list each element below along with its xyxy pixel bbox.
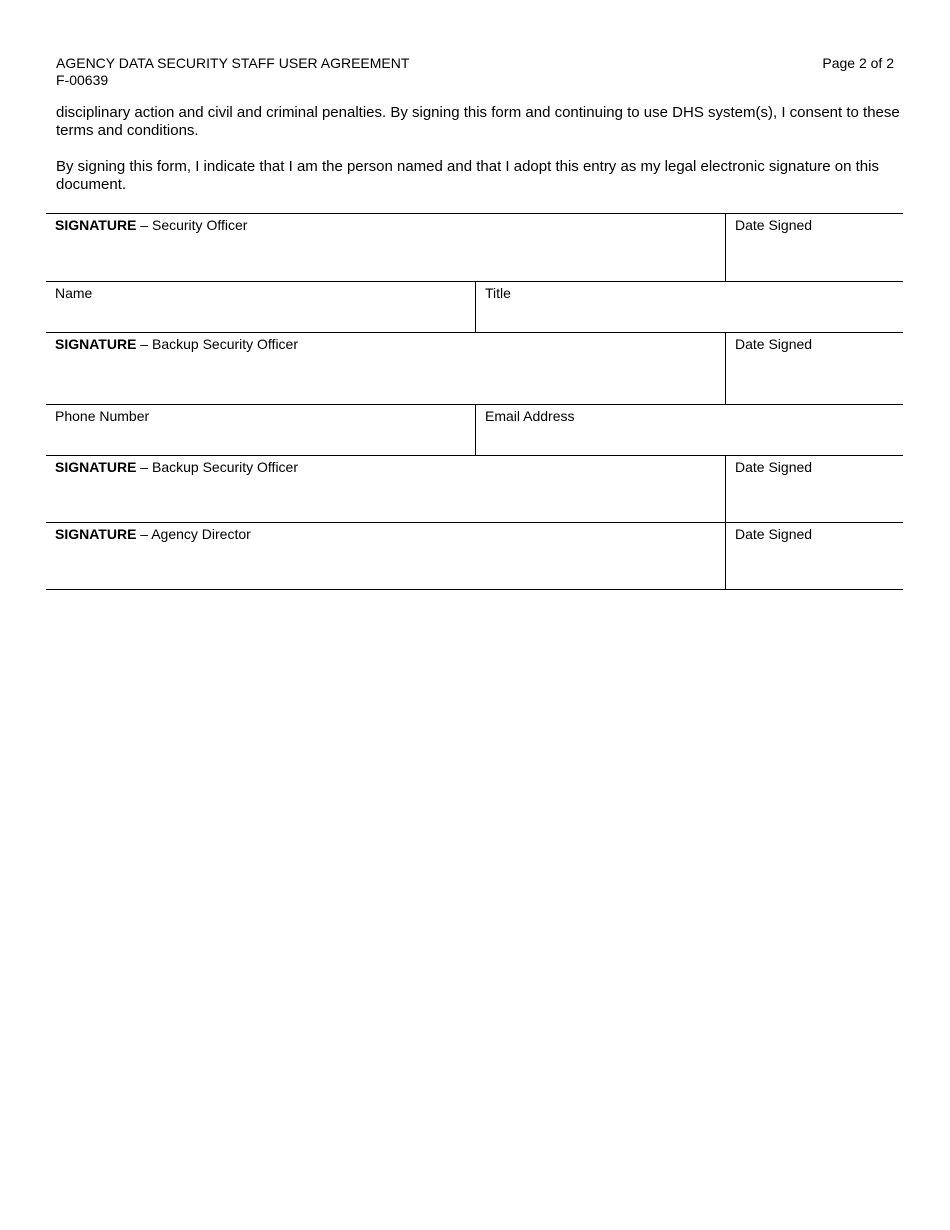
- phone-number-label: Phone Number: [55, 408, 150, 424]
- signature-row-backup-officer-1: [46, 332, 903, 404]
- signature-label: SIGNATURE: [55, 459, 137, 475]
- signature-row-security-officer: [46, 213, 903, 281]
- page-number: Page 2 of 2: [822, 55, 894, 71]
- form-number: F-00639: [56, 72, 109, 88]
- security-officer-date-field[interactable]: [725, 214, 903, 281]
- name-field[interactable]: [46, 282, 475, 332]
- backup-officer-1-date-field[interactable]: [725, 333, 903, 404]
- document-header: [56, 55, 409, 89]
- name-label: Name: [55, 285, 93, 301]
- email-address-field[interactable]: [475, 405, 903, 455]
- backup-officer-2-date-field[interactable]: [725, 456, 903, 522]
- email-address-label: Email Address: [485, 408, 575, 424]
- phone-number-field[interactable]: [46, 405, 475, 455]
- backup-officer-role-label: – Backup Security Officer: [136, 459, 299, 475]
- phone-email-row: [46, 404, 903, 455]
- document-title: AGENCY DATA SECURITY STAFF USER AGREEMENT: [56, 55, 410, 71]
- signature-form: [46, 213, 903, 590]
- title-field[interactable]: [475, 282, 903, 332]
- signature-paragraph: By signing this form, I indicate that I am the person named and that I adopt this entry as my legal electronic signature on this document.: [56, 158, 879, 193]
- name-title-row: [46, 281, 903, 332]
- agency-director-date-field[interactable]: [725, 523, 903, 589]
- title-label: Title: [485, 285, 511, 301]
- date-signed-label: Date Signed: [735, 526, 813, 542]
- date-signed-label: Date Signed: [735, 459, 813, 475]
- backup-officer-role-label: – Backup Security Officer: [136, 336, 299, 352]
- backup-officer-1-signature-field[interactable]: [46, 333, 725, 404]
- date-signed-label: Date Signed: [735, 217, 813, 233]
- backup-officer-2-signature-field[interactable]: [46, 456, 725, 522]
- security-officer-role-label: – Security Officer: [136, 217, 248, 233]
- signature-label: SIGNATURE: [55, 217, 137, 233]
- date-signed-label: Date Signed: [735, 336, 813, 352]
- security-officer-signature-field[interactable]: [46, 214, 725, 281]
- signature-label: SIGNATURE: [55, 336, 137, 352]
- signature-label: SIGNATURE: [55, 526, 137, 542]
- agency-director-signature-field[interactable]: [46, 523, 725, 589]
- signature-row-backup-officer-2: [46, 455, 903, 522]
- signature-row-agency-director: [46, 522, 903, 590]
- agency-director-role-label: – Agency Director: [136, 526, 251, 542]
- consent-paragraph: disciplinary action and civil and criminal penalties. By signing this form and continuing to use DHS system(s), I consent to these terms and conditions.: [56, 104, 900, 139]
